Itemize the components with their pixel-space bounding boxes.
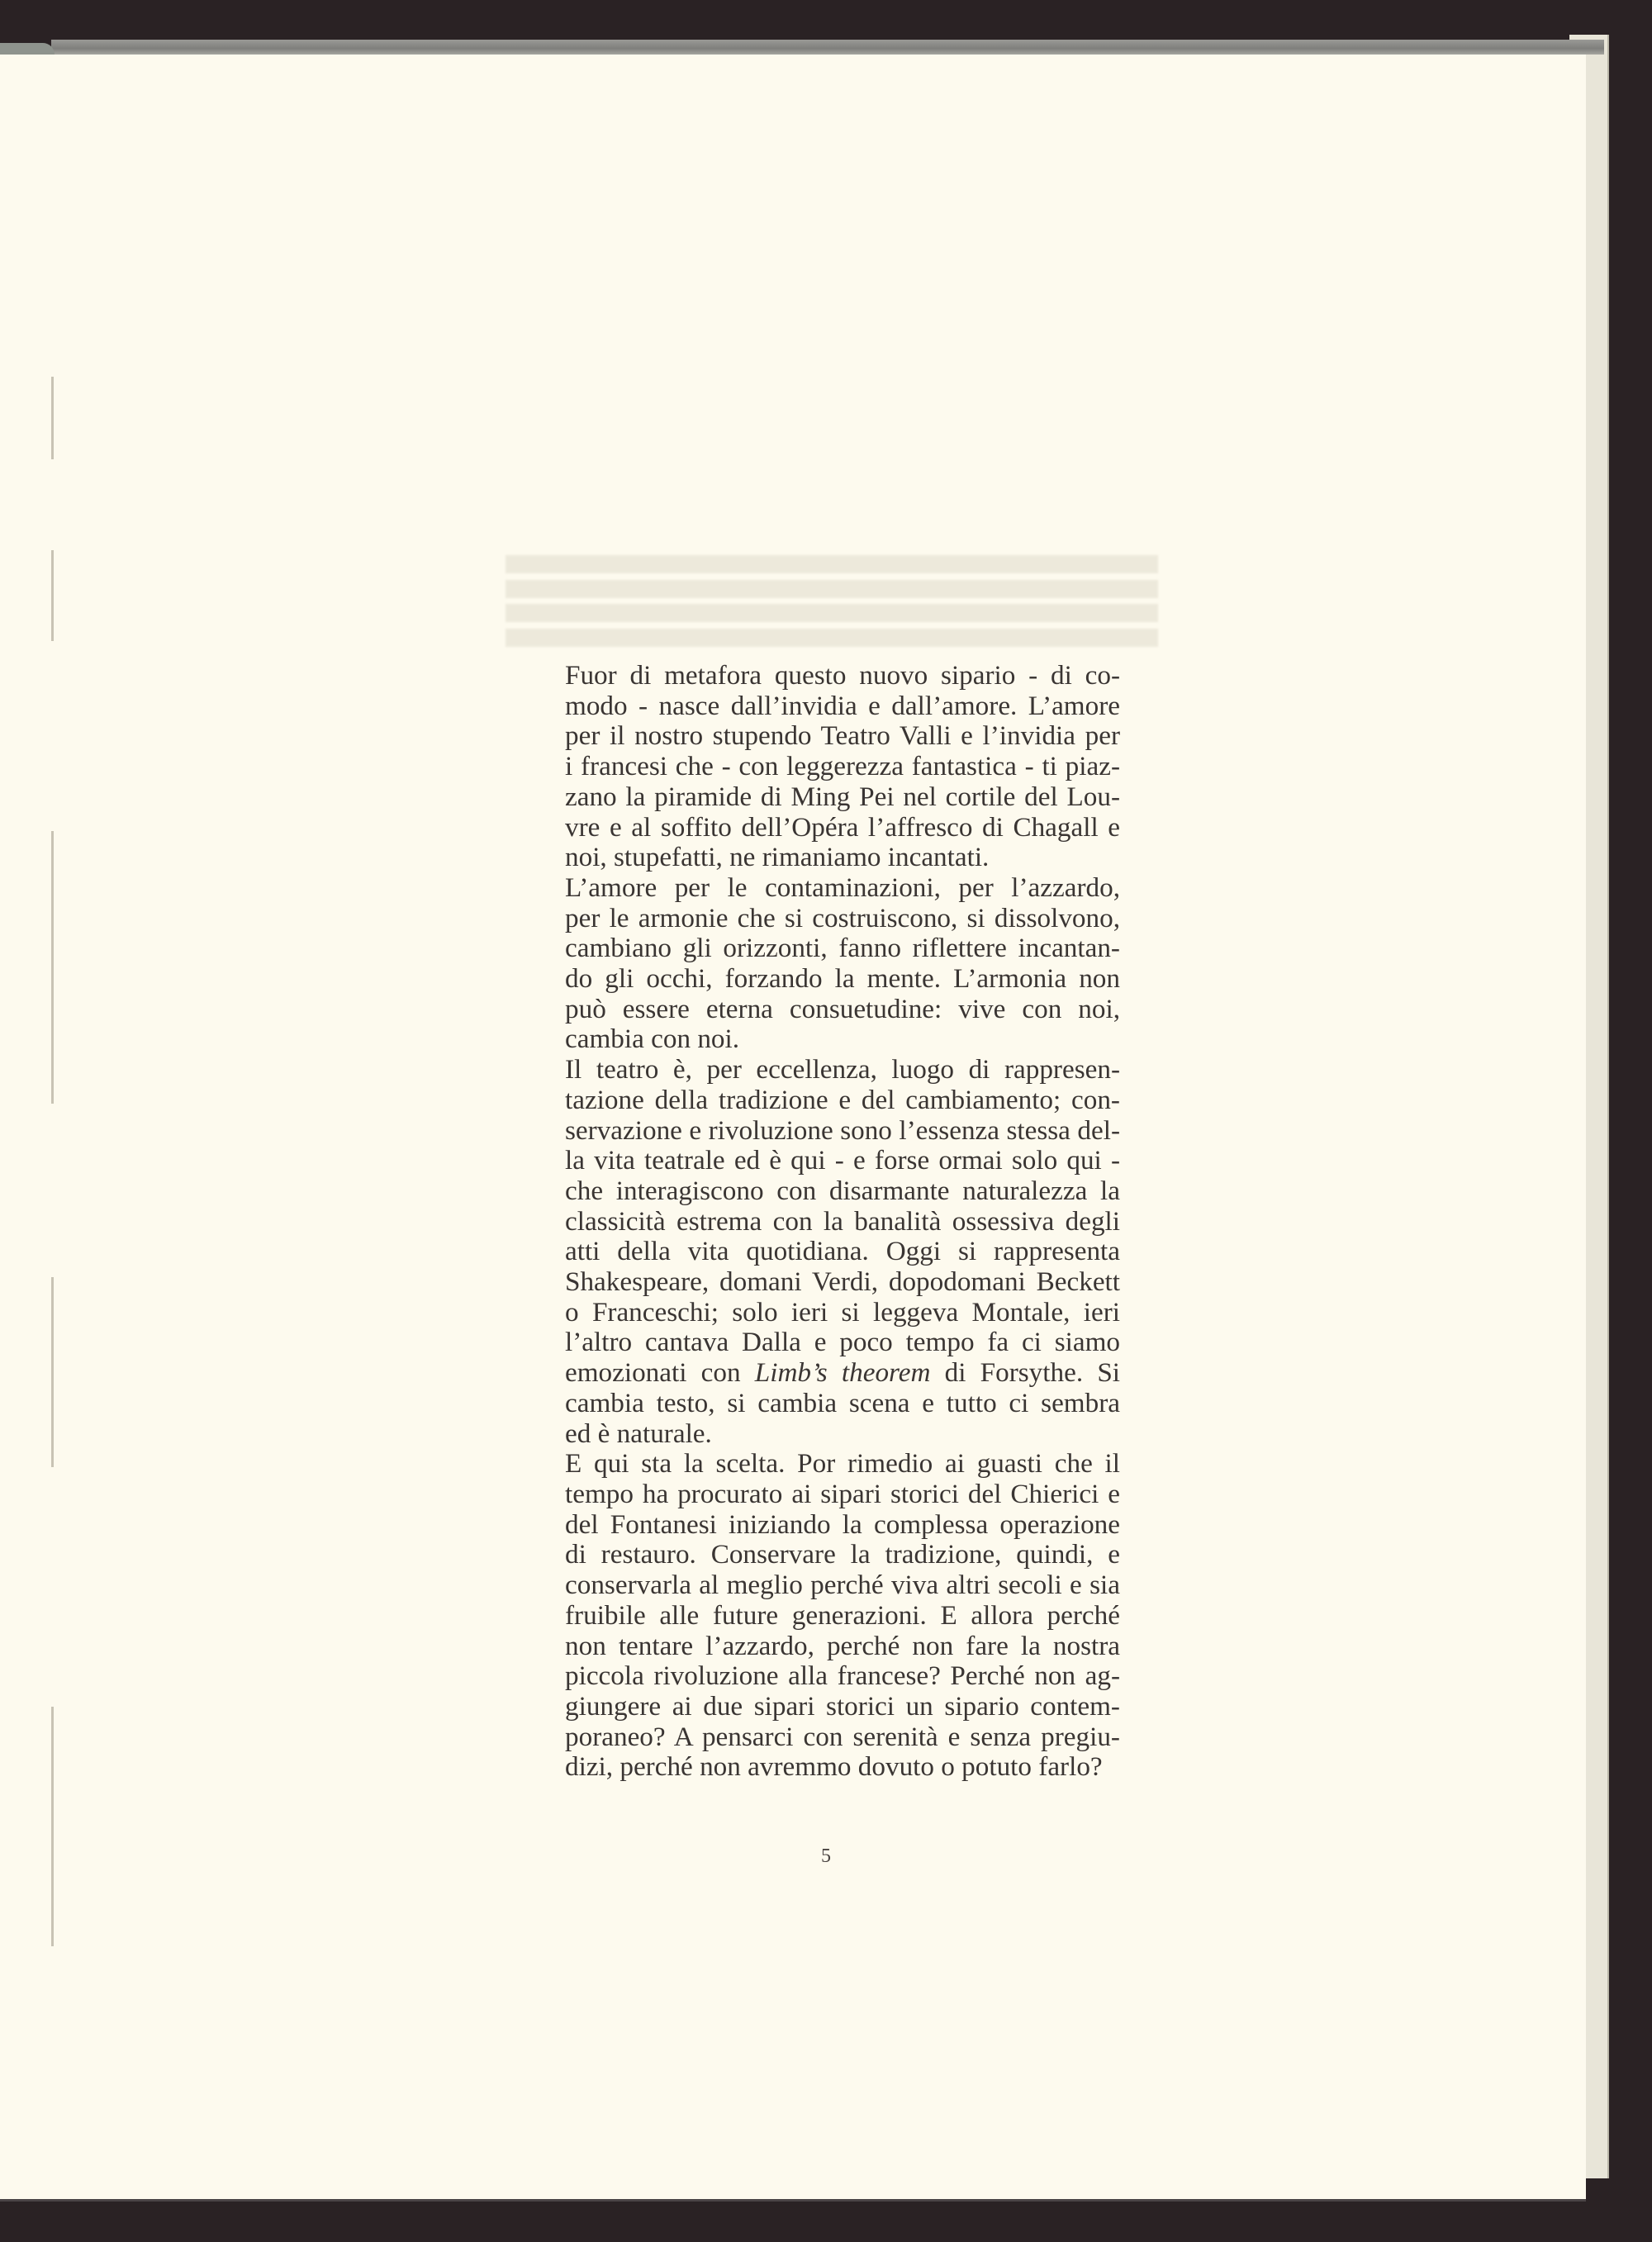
text-line: classicità estrema con la banalità ossessiva degli: [565, 1205, 1120, 1237]
book-page: [0, 55, 1586, 2202]
text-line: Il teatro è, per eccellenza, luogo di rappresen-: [565, 1054, 1120, 1085]
text-line: poraneo? A pensarci con serenità e senza pregiu-: [565, 1721, 1120, 1752]
binding-mark: [51, 831, 54, 1104]
text-line: la vita teatrale ed è qui - e forse ormai solo qui -: [565, 1145, 1120, 1176]
paragraph: [532, 1055, 1120, 1449]
text-line: del Fontanesi iniziando la complessa operazione: [565, 1508, 1120, 1540]
binding-mark: [51, 550, 54, 641]
text-line: conservarla al meglio perché viva altri secoli e sia: [565, 1570, 1120, 1601]
text-line: non tentare l’azzardo, perché non fare la nostra: [565, 1630, 1120, 1661]
text-line: fruibile alle future generazioni. E allora perché: [565, 1599, 1120, 1631]
text-line: cambiano gli orizzonti, fanno riflettere incantan-: [565, 933, 1120, 964]
text-line: per le armonie che si costruiscono, si dissolvono,: [565, 902, 1120, 933]
text-line: tazione della tradizione e del cambiamento; con-: [565, 1084, 1120, 1115]
text-line: L’amore per le contaminazioni, per l’azzardo,: [565, 872, 1120, 903]
text-line: atti della vita quotidiana. Oggi si rappresenta: [565, 1236, 1120, 1267]
book-top-edge: [51, 40, 1604, 55]
show-through-text: [506, 549, 1158, 653]
text-line: giungere ai due sipari storici un sipario contem-: [565, 1690, 1120, 1722]
text-fragment: di Forsythe. Si: [930, 1357, 1120, 1389]
text-line: ed è naturale.: [565, 1418, 712, 1449]
text-line: l’altro cantava Dalla e poco tempo fa ci siamo: [565, 1327, 1120, 1358]
text-line: E qui sta la scelta. Por rimedio ai guasti che il: [565, 1448, 1120, 1480]
text-line: noi, stupefatti, ne rimaniamo incantati.: [565, 842, 990, 873]
text-line: zano la piramide di Ming Pei nel cortile del Lou-: [565, 781, 1120, 812]
text-line: do gli occhi, forzando la mente. L’armonia non: [565, 963, 1120, 995]
binding-mark: [51, 377, 54, 459]
body-text: [532, 661, 1120, 1783]
text-line: per il nostro stupendo Teatro Valli e l’invidia per: [565, 720, 1120, 752]
binding-mark: [51, 1277, 54, 1467]
text-line: piccola rivoluzione alla francese? Perché non ag-: [565, 1660, 1120, 1692]
work-title: Limb’s theorem: [754, 1357, 931, 1389]
text-fragment: emozionati con: [565, 1357, 755, 1389]
text-line: o Franceschi; solo ieri si leggeva Montale, ieri: [565, 1296, 1120, 1328]
text-line: di restauro. Conservare la tradizione, quindi, e: [565, 1539, 1120, 1570]
text-line: cambia con noi.: [565, 1024, 740, 1055]
text-line: servazione e rivoluzione sono l’essenza stessa del-: [565, 1114, 1120, 1146]
text-line: modo - nasce dall’invidia e dall’amore. L’amore: [565, 690, 1120, 721]
text-line: Shakespeare, domani Verdi, dopodomani Beckett: [565, 1266, 1120, 1298]
text-line: i francesi che - con leggerezza fantastica - ti piaz-: [565, 751, 1120, 782]
binding-mark: [51, 1707, 54, 1946]
paragraph: [532, 661, 1120, 873]
text-line: vre e al soffito dell’Opéra l’affresco di Chagall e: [565, 811, 1120, 843]
paragraph: [532, 1449, 1120, 1783]
text-line: dizi, perché non avremmo dovuto o potuto farlo?: [565, 1751, 1103, 1783]
text-line: che interagiscono con disarmante naturalezza la: [565, 1175, 1120, 1206]
text-line: cambia testo, si cambia scena e tutto ci sembra: [565, 1387, 1120, 1418]
paragraph: [532, 873, 1120, 1055]
page-number: 5: [821, 1845, 831, 1867]
text-line: Fuor di metafora questo nuovo sipario - di co-: [565, 660, 1120, 691]
text-line: tempo ha procurato ai sipari storici del Chierici e: [565, 1478, 1120, 1509]
text-line: può essere eterna consuetudine: vive con noi,: [565, 993, 1120, 1024]
text-line-with-title: [532, 1358, 1120, 1389]
